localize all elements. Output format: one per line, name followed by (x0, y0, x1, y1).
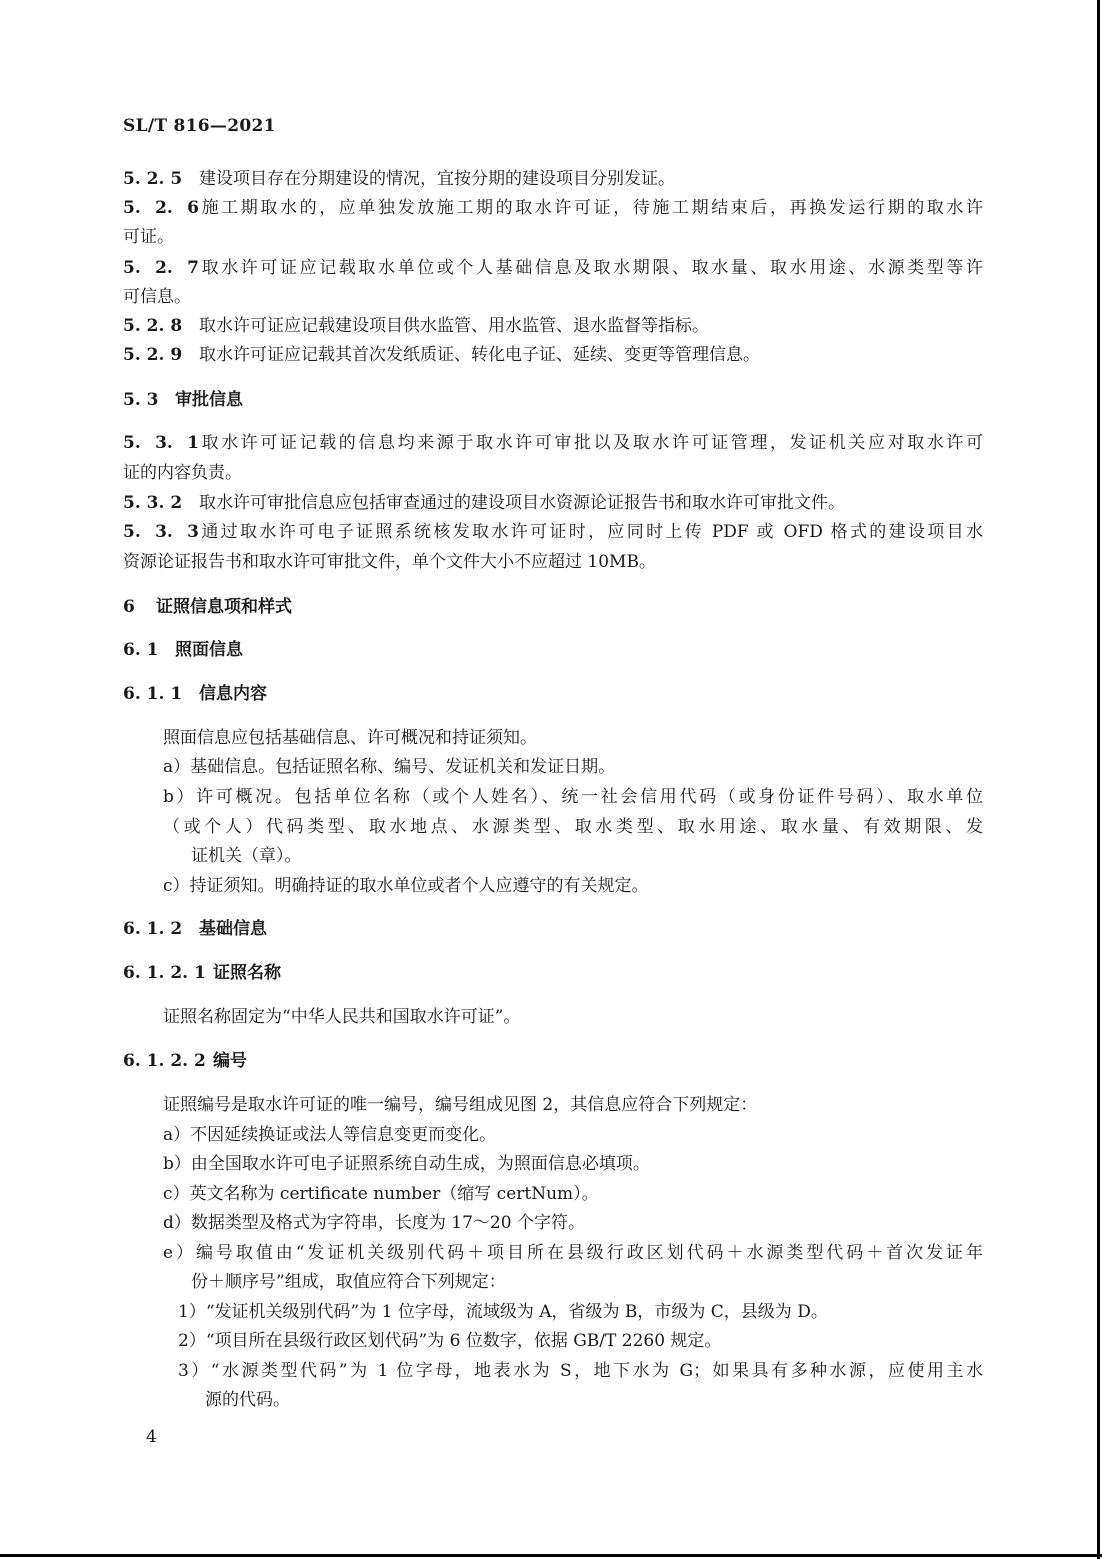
clause-5-2-6 (123, 197, 983, 219)
section-title: 信息内容 (199, 684, 267, 704)
section-number: 6. 1. 2. 1 (123, 963, 206, 983)
clause-number: 5. 2. 7 (123, 258, 199, 278)
list-item-6-1-2-2-d: d）数据类型及格式为字符串，长度为 17～20 个字符。 (163, 1213, 585, 1233)
clause-text: 取水许可证记载的信息均来源于取水许可审批以及取水许可证管理，发证机关应对取水许可 (199, 433, 983, 453)
page-number: 4 (146, 1427, 157, 1447)
clause-5-2-5 (123, 168, 983, 190)
page-border-right (1097, 0, 1100, 1559)
section-title: 编号 (213, 1051, 247, 1071)
clause-5-2-7 (123, 257, 983, 279)
clause-text: 取水许可审批信息应包括审查通过的建设项目水资源论证报告书和取水许可审批文件。 (199, 493, 845, 513)
clause-5-3-3-cont: 资源论证报告书和取水许可审批文件，单个文件大小不应超过 10MB。 (123, 552, 656, 572)
section-number: 6. 1. 2 (123, 919, 183, 939)
section-heading-5-3 (123, 389, 983, 411)
clause-number: 5. 3. 3 (123, 522, 199, 542)
list-item-6-1-1-a: a）基础信息。包括证照名称、编号、发证机关和发证日期。 (163, 757, 616, 777)
section-title: 证照名称 (213, 963, 281, 983)
section-title: 审批信息 (175, 390, 243, 410)
section-heading-6-1-2-1 (123, 962, 983, 984)
clause-text: 建设项目存在分期建设的情况，宜按分期的建设项目分别发证。 (199, 169, 675, 189)
clause-text: 施工期取水的，应单独发放施工期的取水许可证，待施工期结束后，再换发运行期的取水许 (199, 198, 983, 218)
list-item-6-1-1-c: c）持证须知。明确持证的取水单位或者个人应遵守的有关规定。 (163, 876, 649, 896)
sub-item-e-2: 2）“项目所在县级行政区划代码”为 6 位数字，依据 GB/T 2260 规定。 (178, 1331, 722, 1351)
section-heading-6 (123, 596, 983, 618)
sub-item-e-1: 1）“发证机关级别代码”为 1 位字母，流域级为 A，省级为 B，市级为 C，县级为 D。 (178, 1302, 828, 1322)
paragraph-6-1-1: 照面信息应包括基础信息、许可概况和持证须知。 (163, 728, 537, 748)
section-number: 6. 1. 2. 2 (123, 1051, 206, 1071)
section-number: 6. 1 (123, 640, 159, 660)
section-number: 6. 1. 1 (123, 684, 183, 704)
sub-item-e-3: 3）“水源类型代码”为 1 位字母，地表水为 S，地下水为 G；如果具有多种水源，应使用主水 (178, 1361, 983, 1381)
section-title: 照面信息 (175, 640, 243, 660)
list-item-6-1-2-2-e: e）编号取值由“发证机关级别代码＋项目所在县级行政区划代码＋水源类型代码＋首次发证年 (163, 1243, 983, 1263)
section-title: 证照信息项和样式 (156, 597, 292, 617)
section-heading-6-1-1 (123, 683, 983, 705)
clause-5-2-7-cont: 可信息。 (123, 287, 191, 307)
list-item-6-1-2-2-c: c）英文名称为 certificate number（缩写 certNum）。 (163, 1184, 599, 1204)
clause-number: 5. 3. 2 (123, 493, 183, 513)
clause-text: 取水许可证应记载其首次发纸质证、转化电子证、延续、变更等管理信息。 (199, 345, 760, 365)
clause-5-3-1-cont: 证的内容负责。 (123, 463, 242, 483)
section-heading-6-1-2-2 (123, 1050, 983, 1072)
clause-number: 5. 3. 1 (123, 433, 199, 453)
clause-5-3-2 (123, 492, 983, 514)
clause-5-3-3 (123, 521, 983, 543)
clause-5-2-8 (123, 315, 983, 337)
page-border-bottom (0, 1554, 1102, 1557)
clause-text: 通过取水许可电子证照系统核发取水许可证时，应同时上传 PDF 或 OFD 格式的建设项目水 (199, 522, 983, 542)
clause-number: 5. 2. 5 (123, 169, 183, 189)
paragraph-6-1-2-2: 证照编号是取水许可证的唯一编号，编号组成见图 2，其信息应符合下列规定： (163, 1095, 758, 1115)
document-code: SL/T 816—2021 (123, 116, 276, 136)
section-heading-6-1-2 (123, 918, 983, 940)
clause-text: 取水许可证应记载建设项目供水监管、用水监管、退水监督等指标。 (199, 316, 709, 336)
list-item-6-1-2-2-b: b）由全国取水许可电子证照系统自动生成，为照面信息必填项。 (163, 1154, 650, 1174)
clause-number: 5. 2. 9 (123, 345, 183, 365)
list-item-6-1-1-b-cont2: 证机关（章）。 (191, 846, 302, 866)
section-heading-6-1 (123, 639, 983, 661)
clause-number: 5. 2. 6 (123, 198, 199, 218)
clause-text: 取水许可证应记载取水单位或个人基础信息及取水期限、取水量、取水用途、水源类型等许 (199, 258, 983, 278)
clause-5-2-6-cont: 可证。 (123, 227, 174, 247)
clause-number: 5. 2. 8 (123, 316, 183, 336)
clause-5-3-1 (123, 432, 983, 454)
paragraph-6-1-2-1: 证照名称固定为“中华人民共和国取水许可证”。 (163, 1007, 521, 1027)
list-item-6-1-1-b: b）许可概况。包括单位名称（或个人姓名）、统一社会信用代码（或身份证件号码）、取水单位 (163, 787, 983, 807)
list-item-6-1-2-2-e-cont: 份＋顺序号”组成，取值应符合下列规定： (191, 1272, 506, 1292)
list-item-6-1-2-2-a: a）不因延续换证或法人等信息变更而变化。 (163, 1125, 497, 1145)
list-item-6-1-1-b-cont: （或个人）代码类型、取水地点、水源类型、取水类型、取水用途、取水量、有效期限、发 (163, 817, 983, 837)
section-number: 5. 3 (123, 390, 159, 410)
section-number: 6 (123, 597, 135, 617)
section-title: 基础信息 (199, 919, 267, 939)
sub-item-e-3-cont: 源的代码。 (205, 1390, 290, 1410)
clause-5-2-9 (123, 344, 983, 366)
